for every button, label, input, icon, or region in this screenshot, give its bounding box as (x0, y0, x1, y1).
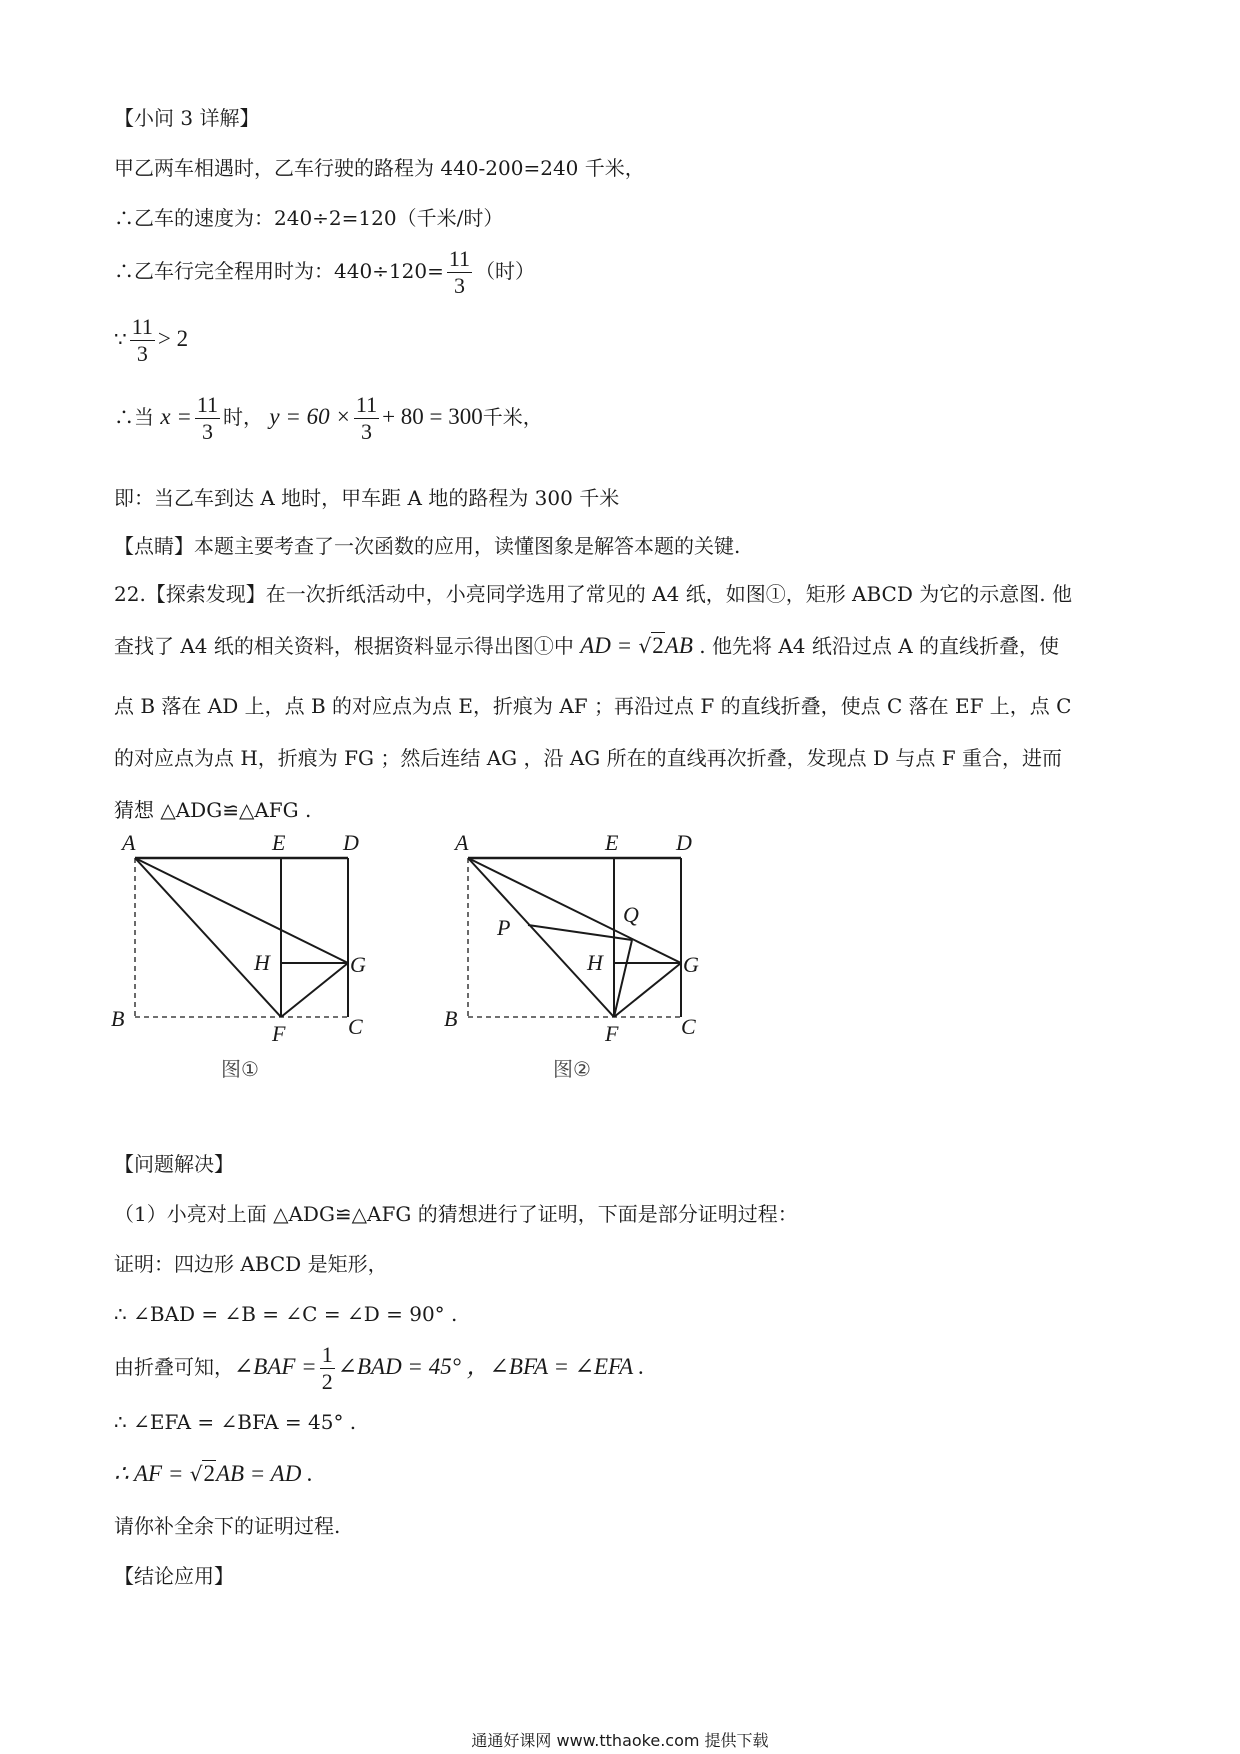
fig2-label-D: D (676, 830, 692, 855)
part3-line3-text: ∴乙车行完全程用时为：440÷120= (114, 259, 444, 283)
when-text: ∴当 (114, 405, 154, 429)
q22-line4: 的对应点为点 H，折痕为 FG ；然后连结 AG ，沿 AG 所在的直线再次折叠，发现点 D 与点 F 重合，进而 (114, 746, 1062, 770)
fig1-label-C: C (348, 1014, 363, 1039)
q22-line2 (114, 632, 1059, 660)
fig2-label-P: P (497, 915, 511, 940)
fig1-label-G: G (350, 952, 366, 977)
part3-line6: 即：当乙车到达 A 地时，甲车距 A 地的路程为 300 千米 (114, 486, 620, 510)
fig2-label-H: H (587, 950, 603, 975)
q22-line5: 猜想 △ADG≌△AFG . (114, 798, 312, 822)
part3-heading: 【小问 3 详解】 (114, 106, 260, 130)
af-equals: ∴ AF = (114, 1461, 184, 1486)
part3-line4 (114, 314, 188, 367)
fig2-label-G: G (683, 952, 699, 977)
fig2-label-C: C (681, 1014, 696, 1039)
km-text: 千米， (482, 405, 543, 429)
fig1-label-F: F (272, 1021, 286, 1046)
inequality-text: > 2 (157, 326, 189, 351)
part3-comment: 【点睛】本题主要考查了一次函数的应用，读懂图象是解答本题的关键. (114, 534, 741, 558)
sqrt-2: √2 (189, 1461, 215, 1486)
because-symbol: ∵ (114, 327, 127, 351)
sqrt-2: √2 (638, 633, 664, 658)
q22-line1: 22.【探索发现】在一次折纸活动中，小亮同学选用了常见的 A4 纸，如图①，矩形 ABCD 为它的示意图. 他 (114, 582, 1072, 606)
solve-heading: 【问题解决】 (114, 1152, 234, 1176)
q22-line3: 点 B 落在 AD 上，点 B 的对应点为点 E，折痕为 AF ；再沿过点 F 的直线折叠，使点 C 落在 EF 上，点 C (114, 694, 1072, 718)
fig1-label-D: D (343, 830, 359, 855)
fig1-label-B: B (111, 1006, 125, 1031)
fraction-1-2: $\frac{1}{2}$ (321, 1342, 333, 1394)
fraction-11-3: $\frac{11}{3}$ (196, 392, 219, 444)
figure-1 (135, 858, 348, 1017)
fig1-label-A: A (122, 830, 136, 855)
part3-line1: 甲乙两车相遇时，乙车行驶的路程为 440-200=240 千米， (114, 156, 645, 180)
x-equals: x = (160, 404, 192, 429)
ad-equals: AD = (580, 633, 633, 658)
fig2-caption: 图② (553, 1057, 591, 1081)
fig1-label-E: E (272, 830, 286, 855)
solve-line4 (114, 1342, 644, 1395)
conclusion-heading: 【结论应用】 (114, 1564, 234, 1588)
time-text: 时， (223, 405, 264, 429)
solve-line5: ∴ ∠EFA = ∠BFA = 45° . (114, 1410, 357, 1434)
q22-line2-rest: . 他先将 A4 纸沿过点 A 的直线折叠，使 (699, 634, 1060, 658)
angle-baf: ∠BAF = (234, 1354, 317, 1379)
q22-line2-text: 查找了 A4 纸的相关资料，根据资料显示得出图①中 (114, 634, 574, 658)
part3-line2: ∴乙车的速度为：240÷2=120（千米/时） (114, 206, 504, 230)
part3-line3-unit: （时） (475, 259, 536, 283)
fig2-label-F: F (605, 1021, 619, 1046)
angle-equations: ∠BAD = 45° ，∠BFA = ∠EFA . (337, 1354, 645, 1379)
solve-line4-text: 由折叠可知， (114, 1355, 234, 1379)
fig2-label-B: B (444, 1006, 458, 1031)
ab-text: AB (664, 633, 693, 658)
part3-line3 (114, 246, 535, 299)
footer: 通通好课网 www.tthaoke.com 提供下载 (471, 1731, 769, 1750)
figures (0, 830, 1240, 1090)
fig2-label-A: A (455, 830, 469, 855)
ab-ad: AB = AD . (215, 1461, 313, 1486)
part3-line5 (114, 392, 543, 445)
solve-line6 (114, 1460, 313, 1488)
y-expression: y = 60 × (269, 404, 351, 429)
solve-line2: 证明：四边形 ABCD 是矩形， (114, 1252, 388, 1276)
solve-line1: （1）小亮对上面 △ADG≌△AFG 的猜想进行了证明，下面是部分证明过程： (114, 1202, 798, 1226)
fig2-label-E: E (605, 830, 619, 855)
solve-line3: ∴ ∠BAD = ∠B = ∠C = ∠D = 90° . (114, 1302, 458, 1326)
fraction-11-3: $\frac{11}{3}$ (355, 392, 378, 444)
fig2-label-Q: Q (623, 902, 639, 927)
fraction-11-3: $\frac{11}{3}$ (131, 314, 153, 366)
y-result: + 80 = 300 (382, 404, 483, 429)
fig1-caption: 图① (221, 1057, 259, 1081)
solve-line7: 请你补全余下的证明过程. (114, 1514, 341, 1538)
fraction-11-3: $\frac{11}{3}$ (448, 246, 471, 298)
fig1-label-H: H (254, 950, 270, 975)
